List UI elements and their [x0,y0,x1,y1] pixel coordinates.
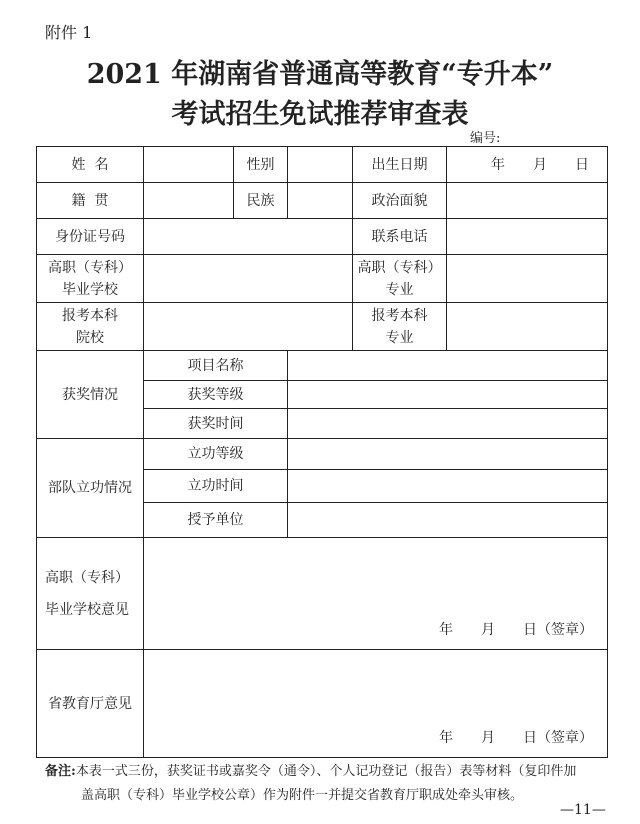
grad-major-label [353,255,447,303]
award-level-field[interactable] [288,381,608,409]
phone-field[interactable] [447,219,608,255]
dept-opinion-label: 省教育厅意见 [37,650,144,758]
phone-label: 联系电话 [353,219,447,255]
label-line: 报考本科 [62,307,118,324]
serial-number-label: 编号: [470,131,501,146]
apply-major-label [353,303,447,351]
ethnicity-field[interactable] [288,183,353,219]
gender-field[interactable] [288,147,353,183]
awards-label: 获奖情况 [37,351,144,439]
award-name-label: 项目名称 [144,351,288,381]
page-number: —11— [560,802,606,818]
merit-time-label: 立功时间 [144,470,288,503]
native-place-label: 籍 贯 [37,183,144,219]
note-line-1: 本表一式三份，获奖证书或嘉奖令（通令）、个人记功登记（报告）表等材料（复印件加 [75,764,577,779]
label-line: 高职（专科） [48,259,132,276]
merit-time-field[interactable] [288,470,608,503]
page-title: 2021 年湖南省普通高等教育“专升本” [86,59,554,90]
apply-major-field[interactable] [447,303,608,351]
note-label: 备注: [45,764,76,779]
military-label: 部队立功情况 [37,439,144,538]
review-form-table [36,146,608,758]
label-line: 毕业学校意见 [45,601,129,618]
granting-unit-field[interactable] [288,503,608,538]
name-field[interactable] [144,147,234,183]
label-line: 高职（专科） [45,569,129,586]
apply-school-field[interactable] [144,303,353,351]
award-time-label: 获奖时间 [144,409,288,439]
school-opinion-field[interactable] [144,538,608,650]
grad-school-label [37,255,144,303]
granting-unit-label: 授予单位 [144,503,288,538]
attachment-label: 附件 1 [45,23,93,42]
label-line: 报考本科 [371,307,428,324]
apply-school-label [37,303,144,351]
name-label: 姓 名 [37,147,144,183]
page-subtitle: 考试招生免试推荐审查表 [171,99,469,130]
political-status-label: 政治面貌 [353,183,447,219]
birth-date-label: 出生日期 [353,147,447,183]
note-line-2: 盖高职（专科）毕业学校公章）作为附件一并提交省教育厅职成处牵头审核。 [81,788,524,803]
id-number-label: 身份证号码 [37,219,144,255]
label-line: 专业 [385,329,414,346]
ethnicity-label: 民族 [234,183,288,219]
sign-date: 年 月 日（签章） [439,730,593,746]
birth-date-field[interactable]: 年 月 日 [447,147,608,183]
label-line: 高职（专科） [357,259,442,276]
native-place-field[interactable] [144,183,234,219]
gender-label: 性别 [234,147,288,183]
footnote [45,760,605,808]
award-time-field[interactable] [288,409,608,439]
award-name-field[interactable] [288,351,608,381]
grad-major-field[interactable] [447,255,608,303]
grad-school-field[interactable] [144,255,353,303]
id-number-field[interactable] [144,219,353,255]
merit-level-label: 立功等级 [144,439,288,470]
label-line: 院校 [76,329,104,346]
sign-date: 年 月 日（签章） [439,622,593,638]
label-line: 毕业学校 [62,281,118,298]
award-level-label: 获奖等级 [144,381,288,409]
label-line: 专业 [385,281,414,298]
political-status-field[interactable] [447,183,608,219]
school-opinion-label [37,538,144,650]
merit-level-field[interactable] [288,439,608,470]
dept-opinion-field[interactable] [144,650,608,758]
